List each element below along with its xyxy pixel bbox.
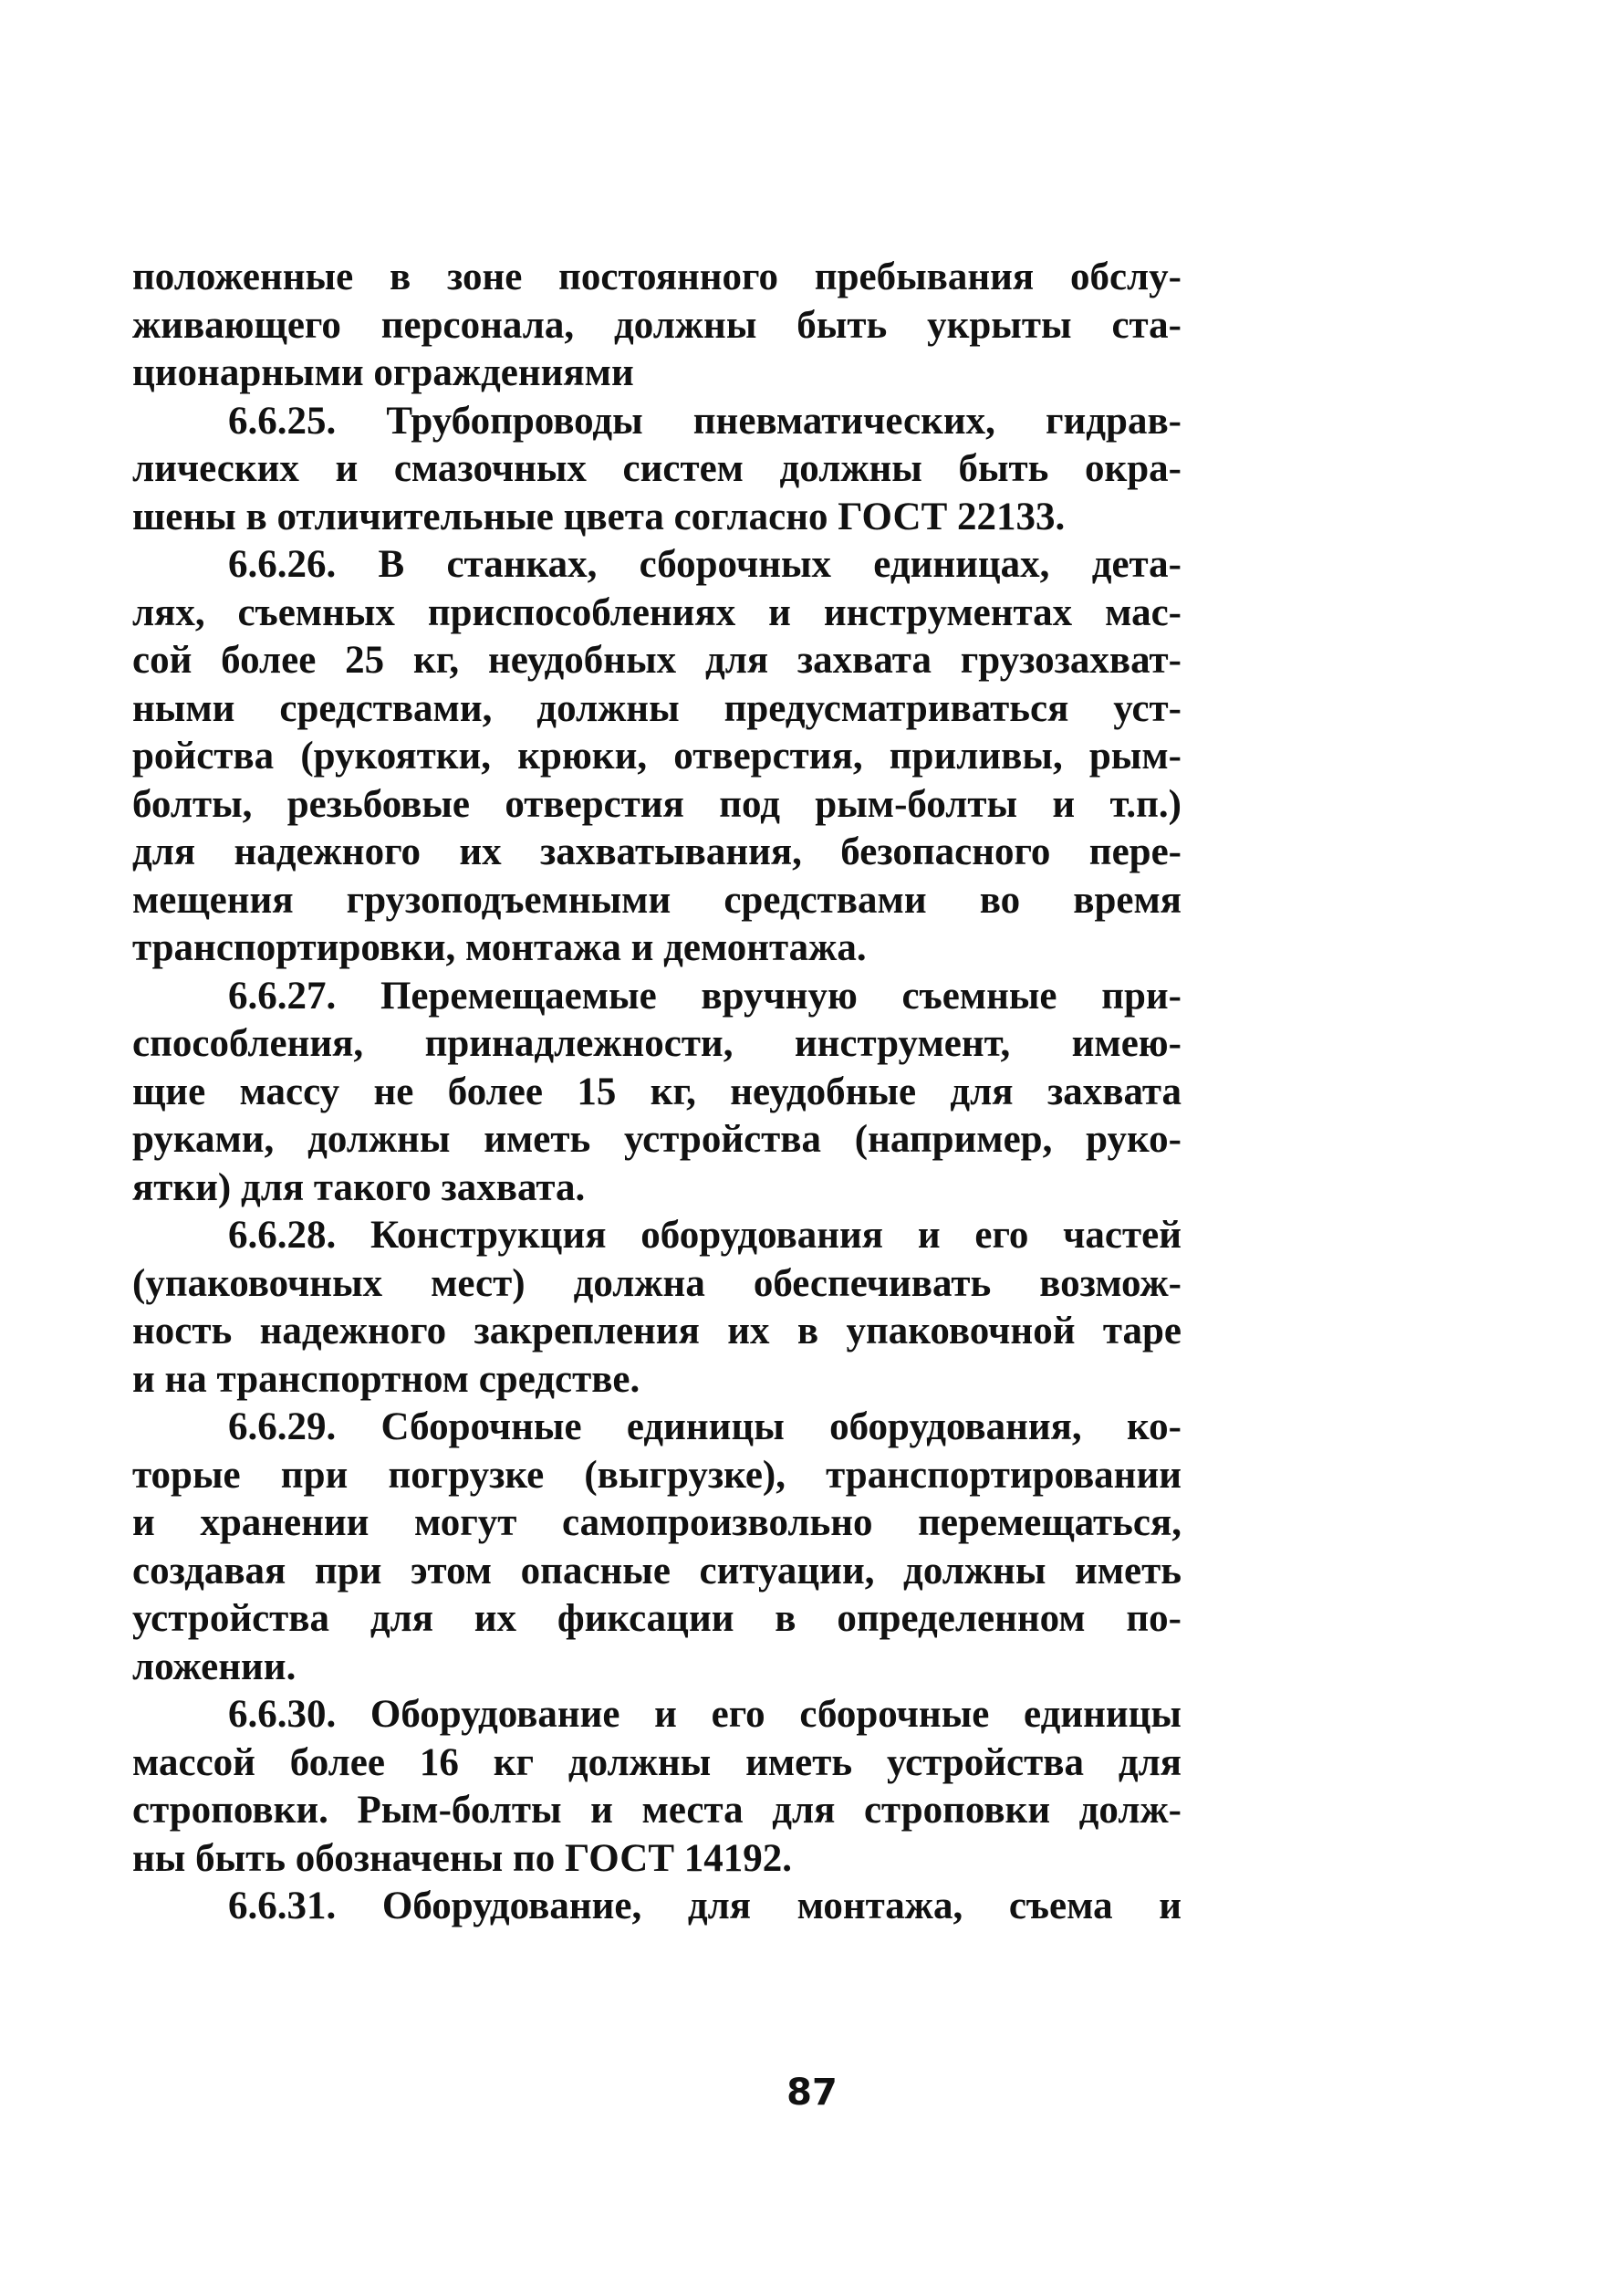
clause-6-6-29-line: 6.6.29. Сборочные единицы оборудования, ко- <box>228 1405 1182 1448</box>
clause-6-6-27-line: 6.6.27. Перемещаемые вручную съемные при- <box>228 974 1182 1018</box>
text-line: (упаковочных мест) должна обеспечивать возмож- <box>132 1261 1182 1305</box>
text-line: руками, должны иметь устройства (например, руко- <box>132 1118 1182 1161</box>
text-line: шены в отличительные цвета согласно ГОСТ 22133. <box>132 495 1066 538</box>
text-line: устройства для их фиксации в определенном по- <box>132 1597 1182 1640</box>
text-line: ность надежного закрепления их в упаковочной таре <box>132 1310 1182 1352</box>
text-line: торые при погрузке (выгрузке), транспортировании <box>132 1453 1182 1497</box>
text-line: ройства (рукоятки, крюки, отверстия, приливы, рым- <box>132 735 1182 778</box>
text-line: строповки. Рым-болты и места для строповки долж- <box>132 1789 1182 1832</box>
text-line: и на транспортном средстве. <box>132 1357 640 1401</box>
text-line: создавая при этом опасные ситуации, должны иметь <box>132 1549 1182 1593</box>
text-line: ятки) для такого захвата. <box>132 1165 586 1209</box>
clause-6-6-25-line: 6.6.25. Трубопроводы пневматических, гидрав- <box>228 399 1182 443</box>
text-line: способления, принадлежности, инструмент, имею- <box>132 1022 1182 1065</box>
text-line: ционарными ограждениями <box>132 351 634 394</box>
text-line: ны быть обозначены по ГОСТ 14192. <box>132 1836 793 1880</box>
text-line: и хранении могут самопроизвольно перемещаться, <box>132 1501 1182 1544</box>
text-line: болты, резьбовые отверстия под рым-болты и т.п.) <box>132 782 1182 826</box>
text-line: транспортировки, монтажа и демонтажа. <box>132 926 867 969</box>
text-line: сой более 25 кг, неудобных для захвата грузозахват- <box>132 639 1182 682</box>
clause-6-6-31-line: 6.6.31. Оборудование, для монтажа, съема и <box>228 1885 1182 1927</box>
text-line: ными средствами, должны предусматриваться уст- <box>132 686 1182 730</box>
text-line: мещения грузоподъемными средствами во время <box>132 878 1182 922</box>
clause-6-6-30-line: 6.6.30. Оборудование и его сборочные единицы <box>228 1693 1182 1736</box>
body-text <box>132 254 1182 1931</box>
text-line: ложении. <box>132 1645 297 1688</box>
text-line: лях, съемных приспособлениях и инструментах мас- <box>132 590 1182 634</box>
text-line: живающего персонала, должны быть укрыты ста- <box>132 303 1182 347</box>
clause-6-6-26-line: 6.6.26. В станках, сборочных единицах, дета- <box>228 543 1182 586</box>
text-line: массой более 16 кг должны иметь устройства для <box>132 1740 1182 1784</box>
text-line: щие массу не более 15 кг, неудобные для захвата <box>132 1070 1182 1113</box>
page-number: 87 <box>786 2072 838 2114</box>
text-line: для надежного их захватывания, безопасного пере- <box>132 830 1182 873</box>
clause-6-6-28-line: 6.6.28. Конструкция оборудования и его частей <box>228 1214 1182 1257</box>
text-line: положенные в зоне постоянного пребывания обслу- <box>132 256 1182 298</box>
text-line: лических и смазочных систем должны быть окра- <box>132 447 1182 490</box>
